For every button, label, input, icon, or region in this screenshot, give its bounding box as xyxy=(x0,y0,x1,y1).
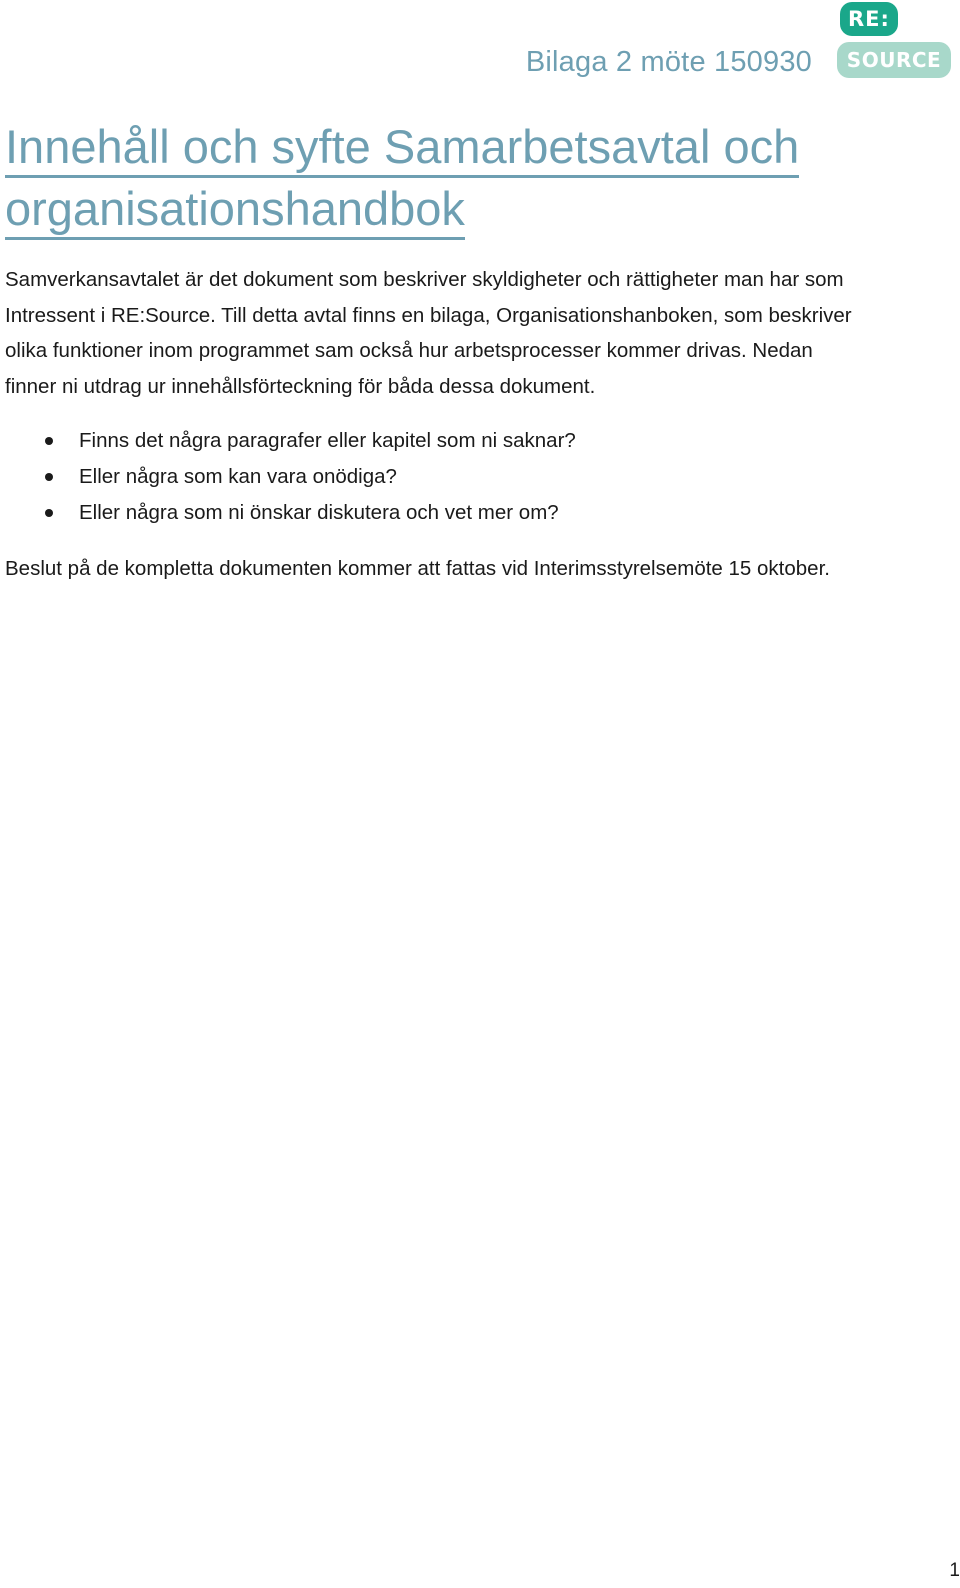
list-item-text: Finns det några paragrafer eller kapitel som ni saknar? xyxy=(79,429,576,452)
list-item xyxy=(0,495,950,531)
paragraph-line: Intressent i RE:Source. Till detta avtal finns en bilaga, Organisationshanboken, som beskriver xyxy=(5,303,852,327)
page-title xyxy=(5,116,905,240)
paragraph-line: finner ni utdrag ur innehållsförteckning för båda dessa dokument. xyxy=(5,374,596,398)
paragraph-line: olika funktioner inom programmet sam också hur arbetsprocesser kommer drivas. Nedan xyxy=(5,339,813,362)
list-item-text: Eller några som ni önskar diskutera och vet mer om? xyxy=(79,501,559,524)
title-line: Innehåll och syfte Samarbetsavtal och xyxy=(5,119,799,178)
logo-source-badge: SOURCE xyxy=(837,42,951,78)
logo-re-badge: RE: xyxy=(840,2,898,36)
header-label: Bilaga 2 möte 150930 xyxy=(525,46,812,78)
list-item-text: Eller några som kan vara onödiga? xyxy=(79,465,397,488)
page-number: 1 xyxy=(949,1560,960,1581)
closing-paragraph: Beslut på de kompletta dokumenten kommer att fattas vid Interimsstyrelsemöte 15 oktober. xyxy=(5,557,830,580)
bullet-icon xyxy=(45,437,53,445)
list-item xyxy=(0,459,950,495)
intro-paragraph xyxy=(5,262,955,404)
paragraph-line: Samverkansavtalet är det dokument som beskriver skyldigheter och rättigheter man har som xyxy=(5,268,844,291)
bullet-icon xyxy=(45,473,53,481)
bullet-icon xyxy=(45,509,53,517)
re-source-logo xyxy=(837,2,957,80)
title-line: organisationshandbok xyxy=(5,181,465,240)
question-list xyxy=(0,423,950,531)
list-item xyxy=(0,423,950,459)
